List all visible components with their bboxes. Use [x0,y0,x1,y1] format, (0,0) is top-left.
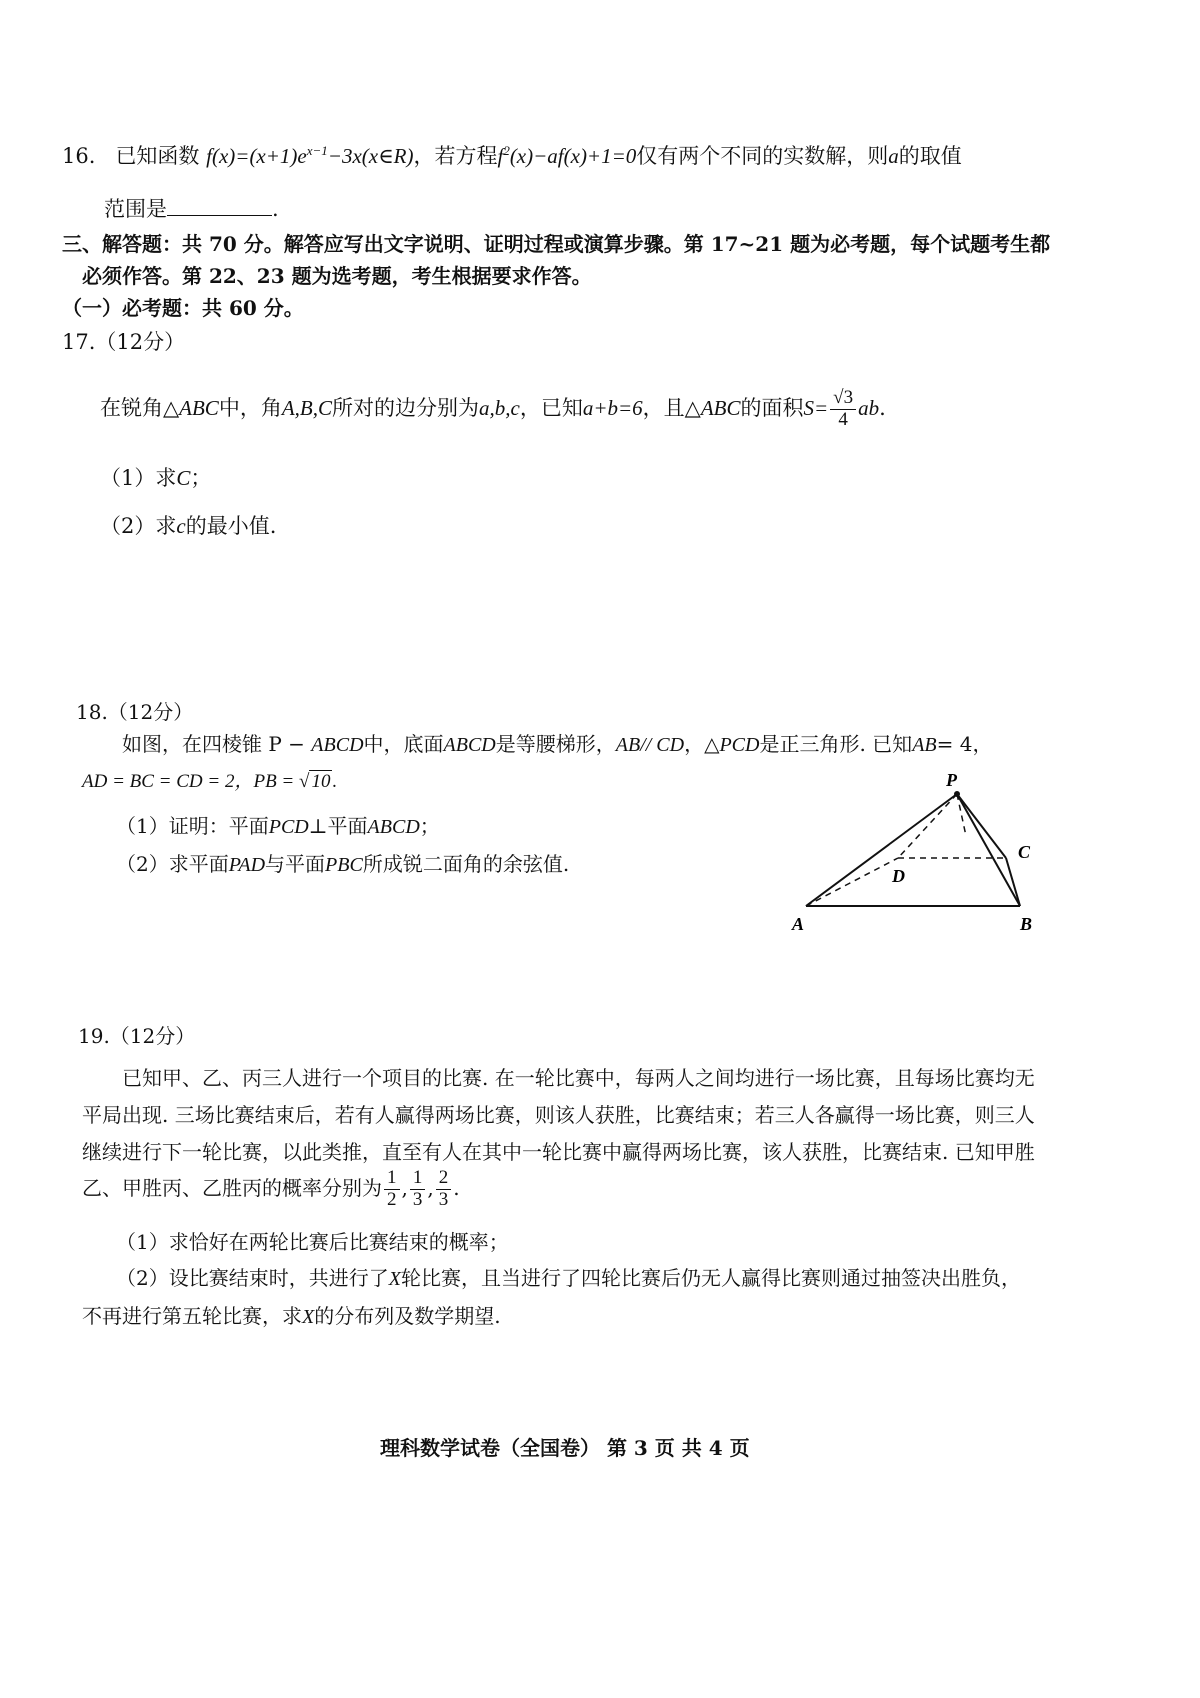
q16-function: $f(x)=(x+1)e^{x-1}-3x(x\in R)$ [206,143,414,168]
answer-blank [167,197,272,216]
q16-text: 范围是 [104,197,167,221]
label-P: P [946,770,957,790]
page-footer: 理科数学试卷（全国卷） 第 3 页 共 4 页 [380,1436,750,1460]
q18-part2: （2）求平面PAD与平面PBC所成锐二面角的余弦值. [116,852,570,876]
label-C: C [1018,842,1031,862]
edge-PD [898,794,957,858]
edge-PA [806,794,957,906]
q16-line2 [104,193,279,223]
q17-part1: （1）求C； [100,466,212,490]
label-D: D [892,866,905,886]
q19-part2: （2）设比赛结束时，共进行了X轮比赛，且当进行了四轮比赛后仍无人赢得比赛则通过抽签决出胜负， [116,1266,1021,1290]
edge-BC [1006,858,1020,906]
q19-line4: 乙、甲胜丙、乙胜丙的概率分别为 $\frac{1}{2}$ , $\frac{1}{3}$ , $\frac{2}{3}$ . [82,1167,460,1210]
section3-line1: 三、解答题：共 70 分。解答应写出文字说明、证明过程或演算步骤。第 17~21 题为必考题，每个试题考生都 [62,232,1051,256]
q18-heading: 18.（12分） [76,700,194,724]
q19-line2: 平局出现. 三场比赛结束后，若有人赢得两场比赛，则该人获胜，比赛结束；若三人各赢得一场比赛，则三人 [82,1103,1035,1127]
q16-text: 已知函数 [115,144,200,168]
q19-line1: 已知甲、乙、丙三人进行一个项目的比赛. 在一轮比赛中，每两人之间均进行一场比赛，且每场比赛均无 [122,1066,1035,1090]
q16-text: 的取值 [898,144,962,168]
q16-text: 仅有两个不同的实数解，则 [636,144,889,168]
q17-statement: 在锐角△ABC中，角A,B,C所对的边分别为a,b,c，已知a+b=6，且△ABC的面积S= $\frac{√3}{4}$ ab. [100,387,886,430]
q18-part1: （1）证明：平面PCD⊥平面ABCD； [116,814,440,838]
q16-number: 16. [62,144,96,168]
q17-heading: 17.（12分） [62,330,186,354]
section3-line2: 必须作答。第 22、23 题为选考题，考生根据要求作答。 [82,264,592,288]
q16-line1 [62,140,962,170]
label-B: B [1020,914,1033,934]
edge-PB [957,794,1020,906]
edge-AD [806,858,898,906]
q16-text: . [272,197,279,221]
q18-statement-line2: AD = BC = CD = 2，PB = √ 10 . [82,771,338,792]
section3-sub: （一）必考题：共 60 分。 [62,296,304,320]
q18-statement-line1: 如图，在四棱锥 P − ABCD中，底面ABCD是等腰梯形，AB// CD，△PCD是正三角形. 已知AB= 4， [122,732,993,756]
q17-part2: （2）求c的最小值. [100,514,277,538]
q16-equation: $f^2(x)-af(x)+1=0$ [497,143,637,168]
edge-PC [957,794,1006,858]
fraction-1-2: $\frac{1}{2}$ [384,1168,400,1211]
pyramid-figure [780,770,1060,940]
label-A: A [792,914,805,934]
q19-heading: 19.（12分） [78,1024,196,1048]
q16-var-a: a [888,144,899,168]
fraction-1-3: $\frac{1}{3}$ [410,1168,426,1211]
fraction-2-3: $\frac{2}{3}$ [436,1168,452,1211]
q19-line3: 继续进行下一轮比赛，以此类推，直至有人在其中一轮比赛中赢得两场比赛，该人获胜，比赛结束. 已知甲胜 [82,1140,1035,1164]
q19-part2-cont: 不再进行第五轮比赛，求X的分布列及数学期望. [82,1304,501,1328]
fraction-sqrt3-over-4: $\frac{√3}{4}$ [830,388,856,431]
apex-dot [954,791,960,797]
q19-part1: （1）求恰好在两轮比赛后比赛结束的概率； [116,1230,509,1254]
q16-text: ，若方程 [413,144,498,168]
